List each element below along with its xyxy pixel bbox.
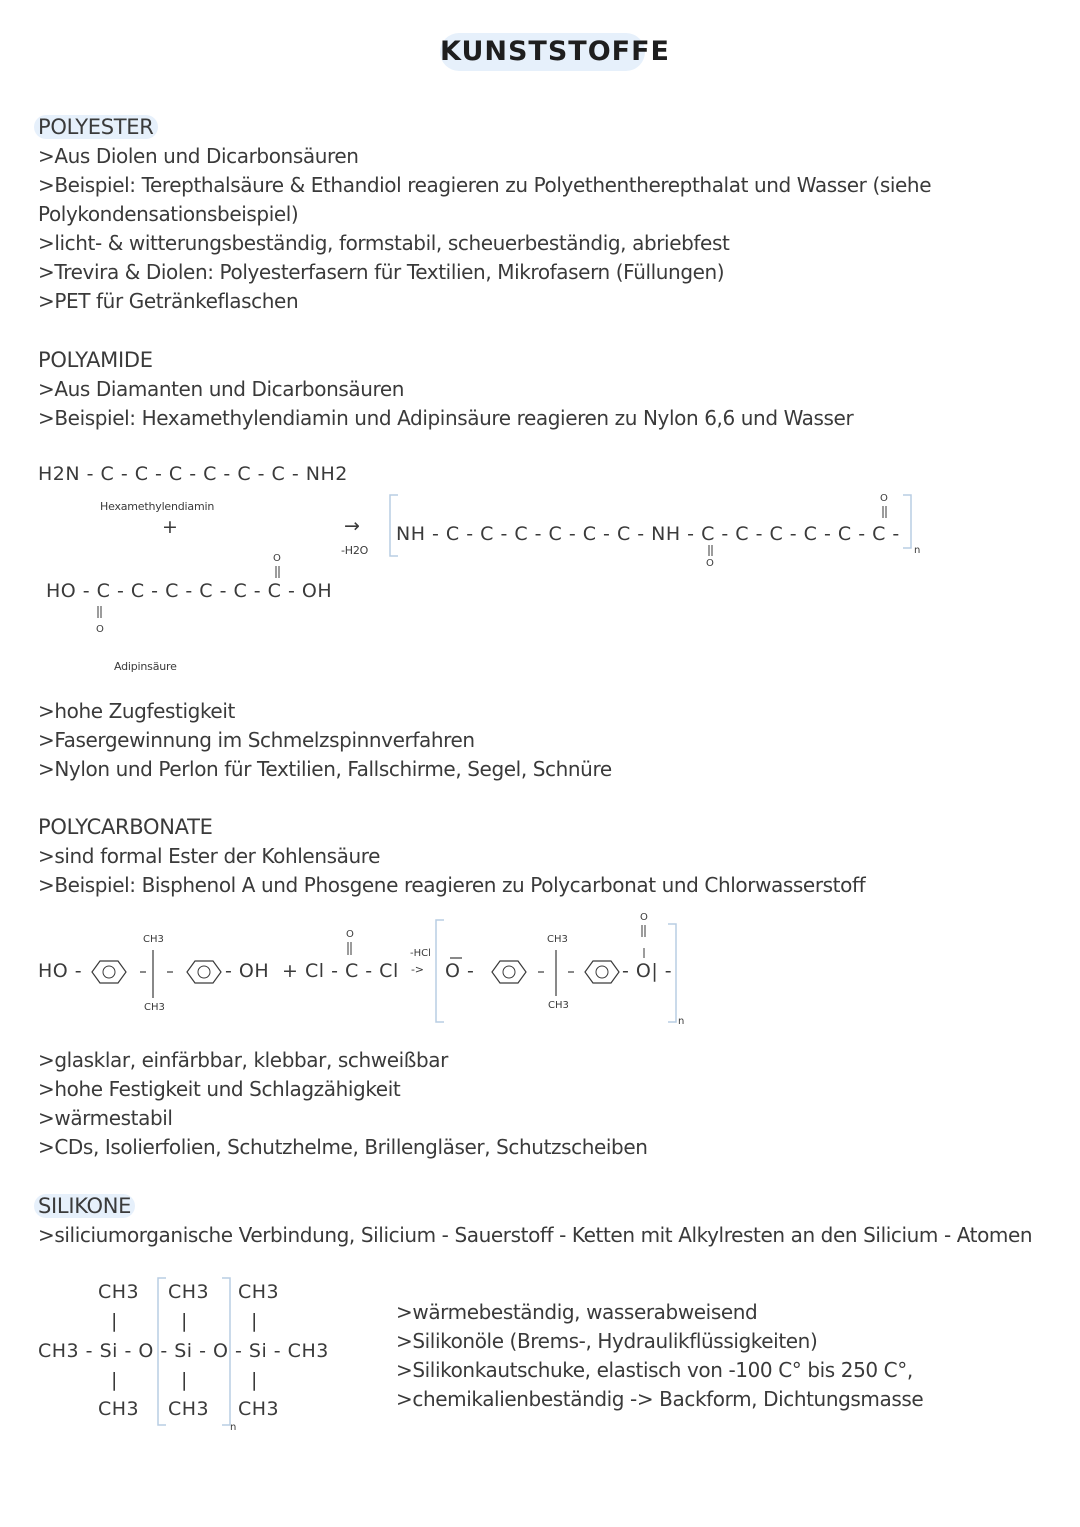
bisphenol-ch3-top: CH3 <box>143 934 164 945</box>
polyester-line: >PET für Getränkeflaschen <box>38 289 299 313</box>
repeat-index: n <box>678 1016 685 1027</box>
product-carbonyl-o: O <box>640 912 648 923</box>
diamine-label: Hexamethylendiamin <box>100 500 215 513</box>
polyester-line: >licht- & witterungsbeständig, formstabil, scheuerbeständig, abriebfest <box>38 231 730 255</box>
silicone-top-ch3: CH3 <box>98 1281 140 1303</box>
polyamide-line: >Beispiel: Hexamethylendiamin und Adipinsäure reagieren zu Nylon 6,6 und Wasser <box>38 406 854 430</box>
reaction-arrow: -> <box>411 963 424 976</box>
silicone-chain: CH3 - Si - O - Si - O - Si - CH3 <box>38 1340 329 1362</box>
acid-carbonyl-o-right: O <box>273 553 281 564</box>
silicone-bond: | <box>181 1310 188 1332</box>
phosgene-carbonyl-o: O <box>346 929 354 940</box>
reaction-arrow: → <box>344 515 361 537</box>
silicone-bond: | <box>251 1310 258 1332</box>
polycarbonate-property: >wärmestabil <box>38 1106 173 1130</box>
acid-carbonyl-o-left: O <box>96 624 104 635</box>
polyamide-property: >hohe Zugfestigkeit <box>38 699 235 723</box>
product-ch3-top: CH3 <box>547 934 568 945</box>
silikone-property: >chemikalienbeständig -> Backform, Dichtungsmasse <box>396 1387 924 1411</box>
silicone-top-ch3: CH3 <box>238 1281 280 1303</box>
polyester-line: >Aus Diolen und Dicarbonsäuren <box>38 144 359 168</box>
polycarbonate-property: >glasklar, einfärbbar, klebbar, schweißbar <box>38 1048 448 1072</box>
silicone-bond: | <box>181 1369 188 1391</box>
silikone-heading-text: SILIKONE <box>34 1194 135 1218</box>
adipic-acid-formula: HO - C - C - C - C - C - C - OH <box>46 580 333 602</box>
page-title: KUNSTSTOFFE <box>440 33 645 71</box>
polyester-heading-text: POLYESTER <box>34 115 158 139</box>
polyamide-line: >Aus Diamanten und Dicarbonsäuren <box>38 377 405 401</box>
silicone-bottom-ch3: CH3 <box>168 1398 210 1420</box>
product-o-right: - O| - <box>622 960 673 982</box>
polycarbonate-line: >sind formal Ester der Kohlensäure <box>38 844 381 868</box>
hcl-loss: -HCl <box>410 948 431 959</box>
silikone-property: >Silikonöle (Brems-, Hydraulikflüssigkeiten) <box>396 1329 818 1353</box>
repeat-index: n <box>230 1422 237 1433</box>
polyester-line: >Beispiel: Terepthalsäure & Ethandiol reagieren zu Polyethentherepthalat und Wasser (siehe <box>38 173 932 197</box>
plus-sign: + <box>162 516 179 538</box>
silicone-top-ch3: CH3 <box>168 1281 210 1303</box>
polyester-line: >Trevira & Diolen: Polyesterfasern für Textilien, Mikrofasern (Füllungen) <box>38 260 725 284</box>
polycarbonate-line: >Beispiel: Bisphenol A und Phosgene reagieren zu Polycarbonat und Chlorwasserstoff <box>38 873 866 897</box>
polyamide-property: >Nylon und Perlon für Textilien, Fallschirme, Segel, Schnüre <box>38 757 612 781</box>
polyamide-property: >Fasergewinnung im Schmelzspinnverfahren <box>38 728 475 752</box>
water-loss: -H2O <box>341 544 369 557</box>
diamine-formula: H2N - C - C - C - C - C - C - NH2 <box>38 463 348 485</box>
repeat-index: n <box>914 545 921 556</box>
bisphenol-oh: - OH <box>225 960 270 982</box>
product-carbonyl-o-1: O <box>706 558 714 569</box>
nylon-product-formula: NH - C - C - C - C - C - C - NH - C - C - C - C - C - C - <box>396 523 900 545</box>
polyamide-heading: POLYAMIDE <box>38 348 153 372</box>
product-carbonyl-o-2: O <box>880 493 888 504</box>
silikone-property: >Silikonkautschuke, elastisch von -100 C° bis 250 C°, <box>396 1358 913 1382</box>
plus-sign: + <box>282 960 299 982</box>
product-ch3-bottom: CH3 <box>548 1000 569 1011</box>
silicone-bottom-ch3: CH3 <box>98 1398 140 1420</box>
silikone-line: >siliciumorganische Verbindung, Silicium - Sauerstoff - Ketten mit Alkylresten an den Silicium - Atomen <box>38 1223 1033 1247</box>
phosgene-formula: Cl - C - Cl <box>305 960 399 982</box>
silikone-property: >wärmebeständig, wasserabweisend <box>396 1300 758 1324</box>
silicone-bond: | <box>111 1369 118 1391</box>
polycarbonate-property: >CDs, Isolierfolien, Schutzhelme, Brillengläser, Schutzscheiben <box>38 1135 648 1159</box>
bisphenol-ch3-bottom: CH3 <box>144 1002 165 1013</box>
silicone-bond: | <box>111 1310 118 1332</box>
polycarbonate-heading: POLYCARBONATE <box>38 815 213 839</box>
product-o-left: O - <box>445 960 475 982</box>
bisphenol-ho: HO - <box>38 960 83 982</box>
polycarbonate-property: >hohe Festigkeit und Schlagzähigkeit <box>38 1077 401 1101</box>
polyester-line: Polykondensationsbeispiel) <box>38 202 299 226</box>
silicone-bottom-ch3: CH3 <box>238 1398 280 1420</box>
acid-label: Adipinsäure <box>114 660 177 673</box>
silicone-bond: | <box>251 1369 258 1391</box>
